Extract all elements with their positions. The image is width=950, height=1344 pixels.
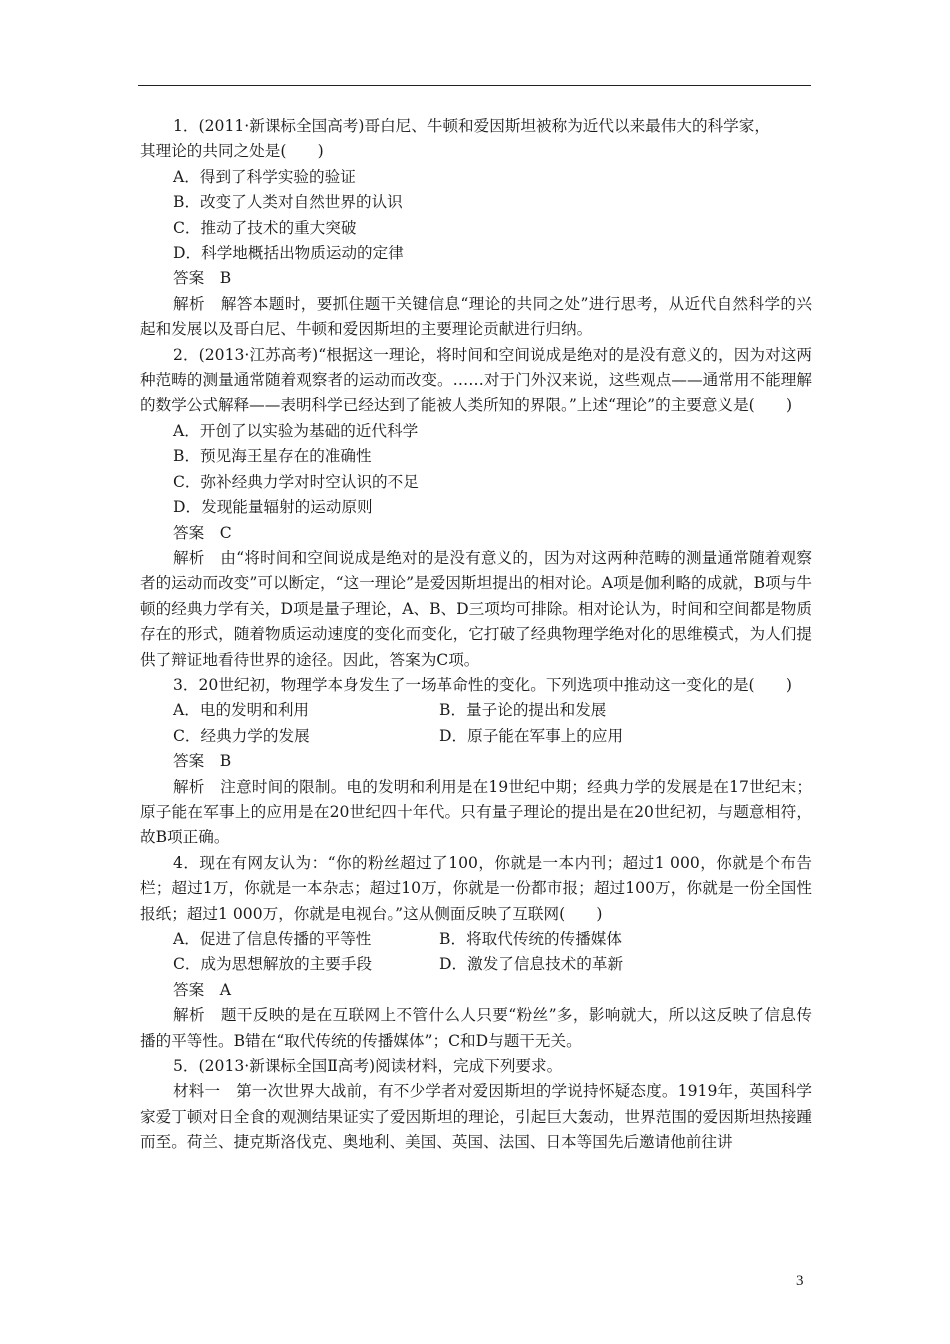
q4-analysis: 解析 题干反映的是在互联网上不管什么人只要“粉丝”多，影响就大，所以这反映了信息传播的平等性。B错在“取代传统的传播媒体”；C和D与题干无关。	[140, 1006, 812, 1050]
q2-option-a: A．开创了以实验为基础的近代科学	[173, 421, 419, 440]
q4-option-b: B．将取代传统的传播媒体	[439, 930, 622, 948]
q5-stem: 5．(2013·新课标全国Ⅱ高考)阅读材料，完成下列要求。	[173, 1057, 563, 1076]
q3-options-row2	[140, 724, 812, 749]
q4-stem: 4．现在有网友认为：“你的粉丝超过了100，你就是一本内刊；超过1 000，你就是个布告栏；超过1万，你就是一本杂志；超过10万，你就是一份都市报；超过100万，你就是一份全国性报纸；超过1 000万，你就是电视台。”这从侧面反映了互联网( )	[140, 853, 812, 923]
q4-option-c: C．成为思想解放的主要手段	[173, 955, 373, 974]
q3-options-row1	[140, 698, 812, 723]
q1-option-b: B．改变了人类对自然世界的认识	[173, 193, 403, 212]
q3-option-d: D．原子能在军事上的应用	[439, 726, 624, 745]
q1-answer: 答案 B	[173, 269, 232, 288]
q2-option-d: D．发现能量辐射的运动原则	[173, 498, 373, 517]
q2-answer: 答案 C	[173, 523, 232, 542]
q3-option-b: B．量子论的提出和发展	[439, 701, 607, 720]
q3-option-c: C．经典力学的发展	[173, 726, 310, 745]
q4-answer: 答案 A	[173, 980, 232, 999]
q3-analysis: 解析 注意时间的限制。电的发明和利用是在19世纪中期；经典力学的发展是在17世纪末；原子能在军事上的应用是在20世纪四十年代。只有量子理论的提出是在20世纪初，与题意相符，故B项正确。	[140, 777, 812, 847]
q1-option-a: A．得到了科学实验的验证	[173, 167, 356, 186]
q1-option-d: D．科学地概括出物质运动的定律	[173, 244, 404, 263]
q1-stem-line2: 其理论的共同之处是( )	[140, 142, 324, 161]
q5-material1: 材料一 第一次世界大战前，有不少学者对爱因斯坦的学说持怀疑态度。1919年，英国科学家爱丁顿对日全食的观测结果证实了爱因斯坦的理论，引起巨大轰动，世界范围的爱因斯坦热接踵而至。荷兰、捷克斯洛伐克、奥地利、美国、英国、法国、日本等国先后邀请他前往讲	[140, 1082, 812, 1152]
q3-option-a: A．电的发明和利用	[173, 701, 310, 720]
q3-stem: 3．20世纪初，物理学本身发生了一场革命性的变化。下列选项中推动这一变化的是( )	[173, 675, 792, 694]
q2-analysis: 解析 由“将时间和空间说成是绝对的是没有意义的，因为对这两种范畴的测量通常随着观察者的运动而改变”可以断定，“这一理论”是爱因斯坦提出的相对论。A项是伽利略的成就，B项与牛顿的经典力学有关，D项是量子理论，A、B、D三项均可排除。相对论认为，时间和空间都是物质存在的形式，随着物质运动速度的变化而变化，它打破了经典物理学绝对化的思维模式，为人们提供了辩证地看待世界的途径。因此，答案为C项。	[140, 548, 812, 669]
header-rule	[138, 85, 811, 86]
page-number: 3	[796, 1273, 804, 1289]
q2-option-b: B．预见海王星存在的准确性	[173, 447, 372, 466]
q1-analysis: 解析 解答本题时，要抓住题干关键信息“理论的共同之处”进行思考，从近代自然科学的兴起和发展以及哥白尼、牛顿和爱因斯坦的主要理论贡献进行归纳。	[140, 294, 812, 339]
q1-stem-line1: 1．(2011·新课标全国高考)哥白尼、牛顿和爱因斯坦被称为近代以来最伟大的科学家，	[173, 117, 770, 135]
q4-options-row2	[140, 952, 812, 977]
q4-options-row1	[140, 927, 812, 952]
q2-option-c: C．弥补经典力学对时空认识的不足	[173, 472, 419, 491]
q4-option-a: A．促进了信息传播的平等性	[173, 930, 372, 948]
q1-option-c: C．推动了技术的重大突破	[173, 218, 357, 237]
q3-answer: 答案 B	[173, 752, 232, 771]
question-content	[140, 114, 812, 1156]
q4-option-d: D．激发了信息技术的革新	[439, 955, 624, 974]
q2-stem: 2．(2013·江苏高考)“根据这一理论，将时间和空间说成是绝对的是没有意义的，因为对这两种范畴的测量通常随着观察者的运动而改变。……对于门外汉来说，这些观点——通常用不能理解的数学公式解释——表明科学已经达到了能被人类所知的界限。”上述“理论”的主要意义是( )	[140, 345, 812, 415]
